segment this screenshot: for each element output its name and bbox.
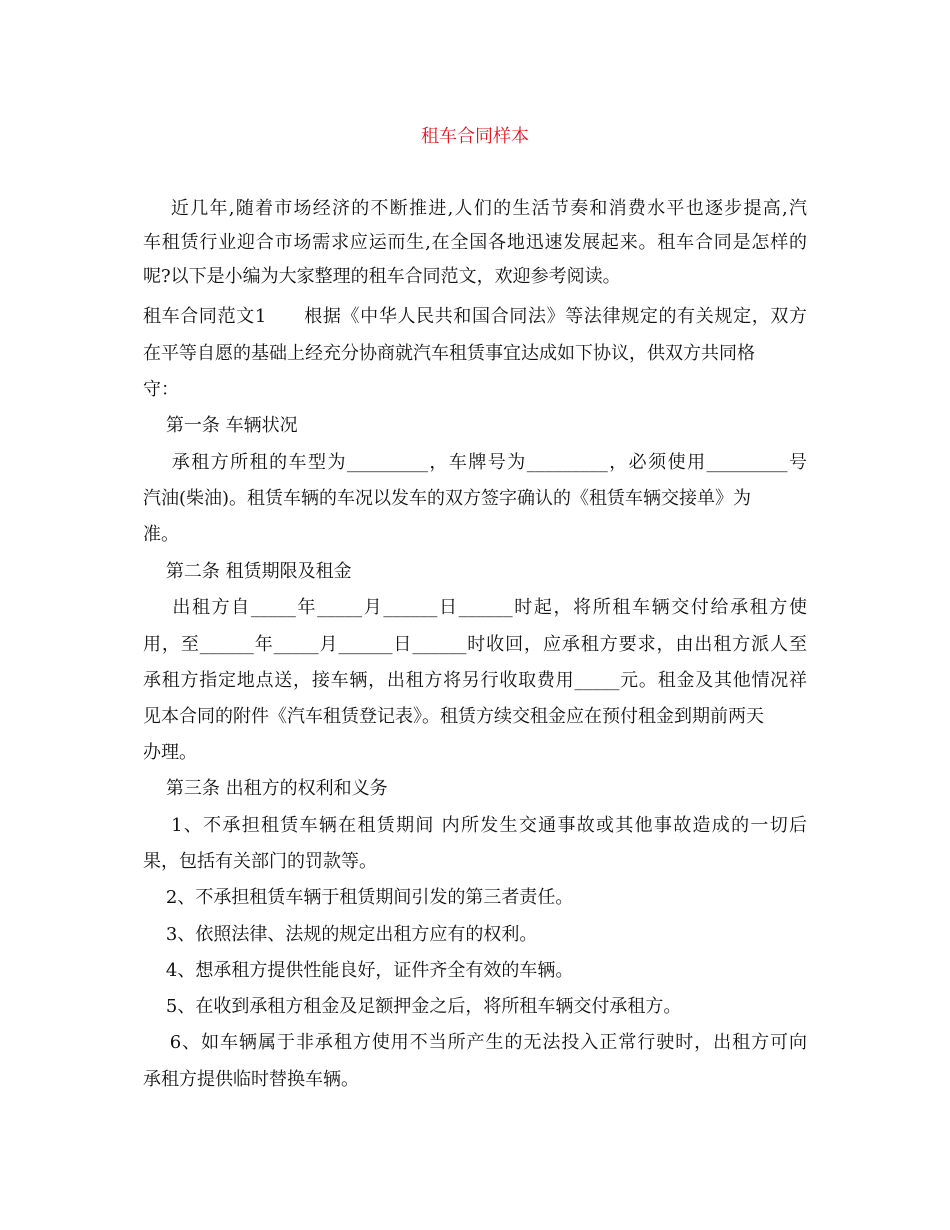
paragraph-line: 3、依照法律、法规的规定出租方应有的权利。: [143, 924, 538, 945]
paragraph-line: 呢?以下是小编为大家整理的租车合同范文，欢迎参考阅读。: [143, 266, 621, 287]
section-heading: 第二条 租赁期限及租金: [143, 561, 352, 582]
section-heading: 第三条 出租方的权利和义务: [143, 778, 388, 799]
paragraph-line: 果，包括有关部门的罚款等。: [143, 851, 377, 872]
paragraph-line: 2、不承担租赁车辆于租赁期间引发的第三者责任。: [143, 887, 574, 908]
paragraph-line: 见本合同的附件《汽车租赁登记表》。租赁方续交租金应在预付租金到期前两天: [143, 706, 764, 727]
paragraph-line: 6、如车辆属于非承租方使用不当所产生的无法投入正常行驶时，出租方可向: [143, 1032, 807, 1053]
paragraph-line: 用，至______年_____月______日______时收回，应承租方要求，由出租方派人至: [143, 634, 807, 655]
paragraph-line: 1、不承担租赁车辆在租赁期间 内所发生交通事故或其他事故造成的一切后: [143, 815, 807, 836]
paragraph-line: 承租方提供临时替换车辆。: [143, 1069, 359, 1090]
paragraph-line: 准。: [143, 524, 179, 545]
paragraph-line: 出租方自_____年_____月______日______时起，将所租车辆交付给承租方使: [143, 597, 807, 618]
paragraph-line: 4、想承租方提供性能良好，证件齐全有效的车辆。: [143, 960, 574, 981]
paragraph-line: 守：: [143, 379, 179, 400]
paragraph-line: 在平等自愿的基础上经充分协商就汽车租赁事宜达成如下协议，供双方共同格: [143, 343, 755, 364]
paragraph-line: 租车合同范文1 根据《中华人民共和国合同法》等法律规定的有关规定，双方: [143, 306, 807, 327]
paragraph-line: 近几年,随着市场经济的不断推进,人们的生活节奏和消费水平也逐步提高,汽: [143, 198, 807, 219]
paragraph-line: 汽油(柴油)。租赁车辆的车况以发车的双方签字确认的《租赁车辆交接单》为: [143, 488, 752, 509]
document-title: 租车合同样本: [421, 126, 529, 147]
paragraph-line: 承租方指定地点送，接车辆，出租方将另行收取费用_____元。租金及其他情况祥: [143, 670, 807, 691]
paragraph-line: 办理。: [143, 742, 197, 763]
paragraph-line: 5、在收到承租方租金及足额押金之后，将所租车辆交付承租方。: [143, 996, 682, 1017]
section-heading: 第一条 车辆状况: [143, 415, 298, 436]
paragraph-line: 承租方所租的车型为_________，车牌号为_________，必须使用_________号: [143, 452, 807, 473]
paragraph-line: 车租赁行业迎合市场需求应运而生,在全国各地迅速发展起来。租车合同是怎样的: [143, 232, 807, 253]
